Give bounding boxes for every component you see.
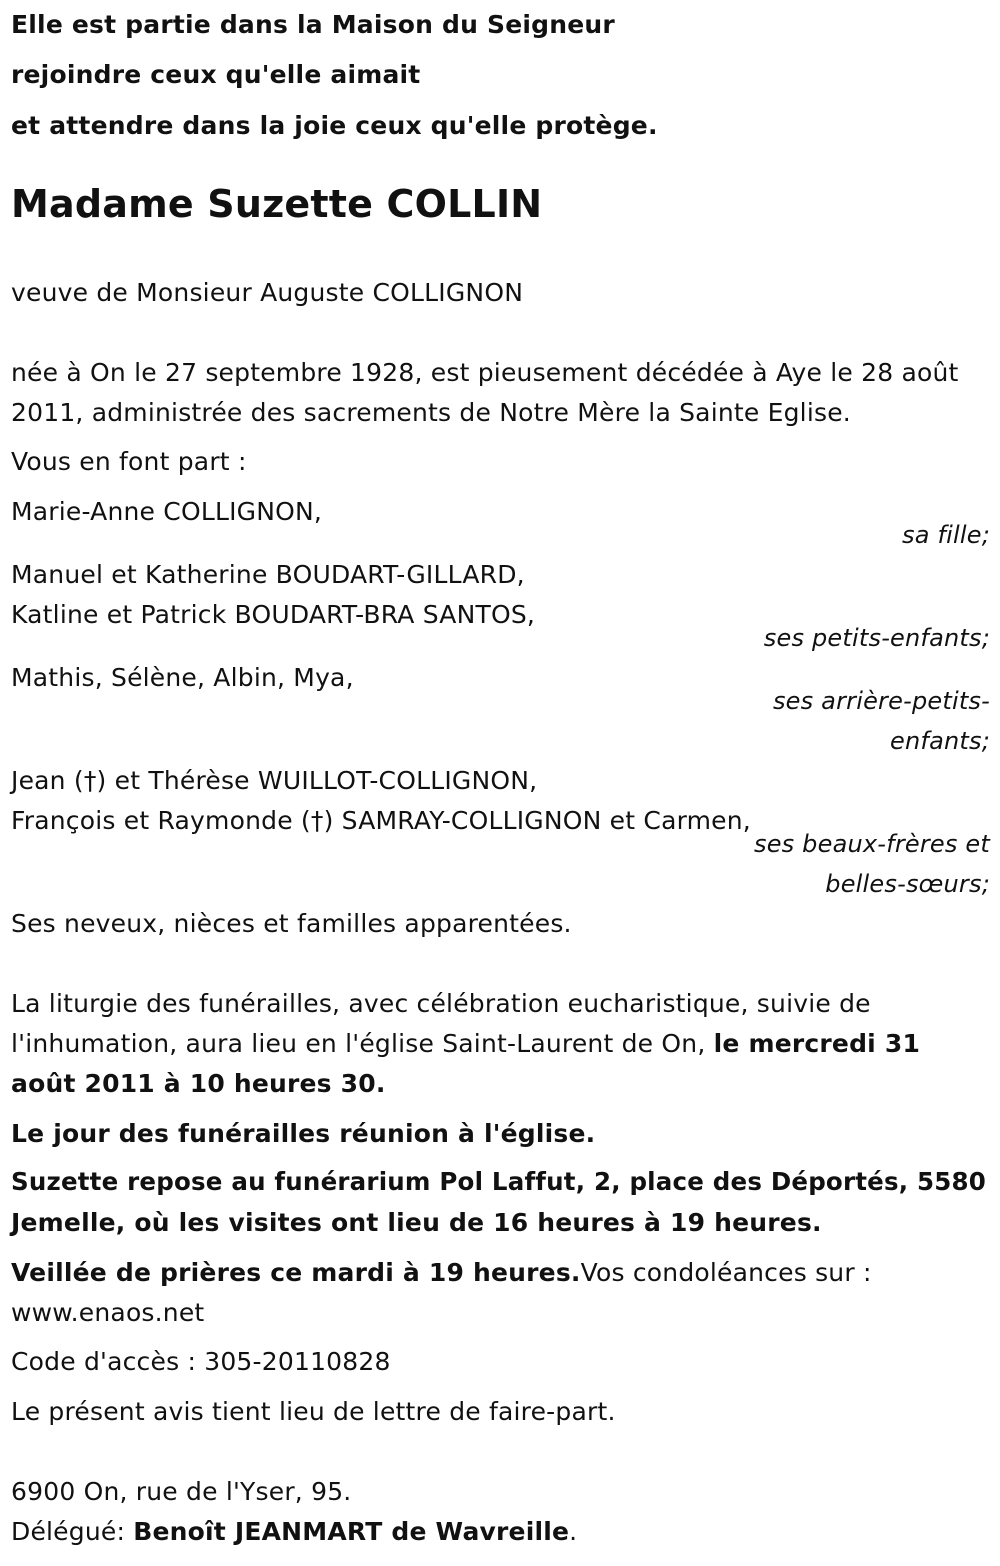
funeral-line-2 [11,1031,920,1056]
rest-line-1: Suzette repose au funérarium Pol Laffut, 2, place des Déportés, 5580 [11,1167,986,1196]
in-laws-role-1: ses beaux-frères et [753,830,990,858]
vigil-line [11,1260,872,1285]
widow-of: veuve de Monsieur Auguste COLLIGNON [11,278,524,307]
grandchildren-role: ses petits-enfants; [763,624,990,652]
funeral-date-part-2: août 2011 à 10 heures 30. [11,1069,386,1098]
funeral-date-part-1: le mercredi 31 [713,1029,921,1058]
birth-death-line-1: née à On le 27 septembre 1928, est pieusement décédée à Aye le 28 août [11,358,959,387]
in-laws-role-2: belles-sœurs; [825,870,990,898]
website: www.enaos.net [11,1298,205,1327]
announce: Vous en font part : [11,447,247,476]
great-grandchildren-role-1: ses arrière-petits- [772,687,990,715]
funeral-line-1: La liturgie des funérailles, avec célébration eucharistique, suivie de [11,989,871,1018]
address: 6900 On, rue de l'Yser, 95. [11,1477,352,1506]
great-grandchildren-names: Mathis, Sélène, Albin, Mya, [11,663,354,692]
grandchild-line-1: Manuel et Katherine BOUDART-GILLARD, [11,560,525,589]
meeting-note: Le jour des funérailles réunion à l'église. [11,1119,596,1148]
vigil-text: Veillée de prières ce mardi à 19 heures. [11,1258,581,1287]
great-grandchildren-role-2: enfants; [890,727,990,755]
notice-statement: Le présent avis tient lieu de lettre de faire-part. [11,1397,616,1426]
daughter-name: Marie-Anne COLLIGNON, [11,497,323,526]
grandchild-line-2: Katline et Patrick BOUDART-BRA SANTOS, [11,600,536,629]
daughter-role: sa fille; [902,521,990,549]
delegate-name: Benoît JEANMART de Wavreille [133,1517,570,1546]
delegate-end: . [569,1517,578,1546]
intro-line-1: Elle est partie dans la Maison du Seigneur [11,10,615,39]
deceased-name: Madame Suzette COLLIN [11,182,543,226]
funeral-line-2-plain: l'inhumation, aura lieu en l'église Saint-Laurent de On, [11,1029,714,1058]
intro-line-3: et attendre dans la joie ceux qu'elle protège. [11,111,658,140]
delegate-line [11,1519,577,1544]
condolences-text: Vos condoléances sur : [580,1258,872,1287]
intro-line-2: rejoindre ceux qu'elle aimait [11,60,421,89]
other-relatives: Ses neveux, nièces et familles apparentées. [11,909,572,938]
birth-death-line-2: 2011, administrée des sacrements de Notre Mère la Sainte Eglise. [11,398,851,427]
access-code: Code d'accès : 305-20110828 [11,1347,391,1376]
rest-line-2: Jemelle, où les visites ont lieu de 16 heures à 19 heures. [11,1208,822,1237]
delegate-label: Délégué: [11,1517,134,1546]
in-laws-line-1: Jean (†) et Thérèse WUILLOT-COLLIGNON, [11,766,538,795]
in-laws-line-2: François et Raymonde (†) SAMRAY-COLLIGNON et Carmen, [11,806,751,835]
